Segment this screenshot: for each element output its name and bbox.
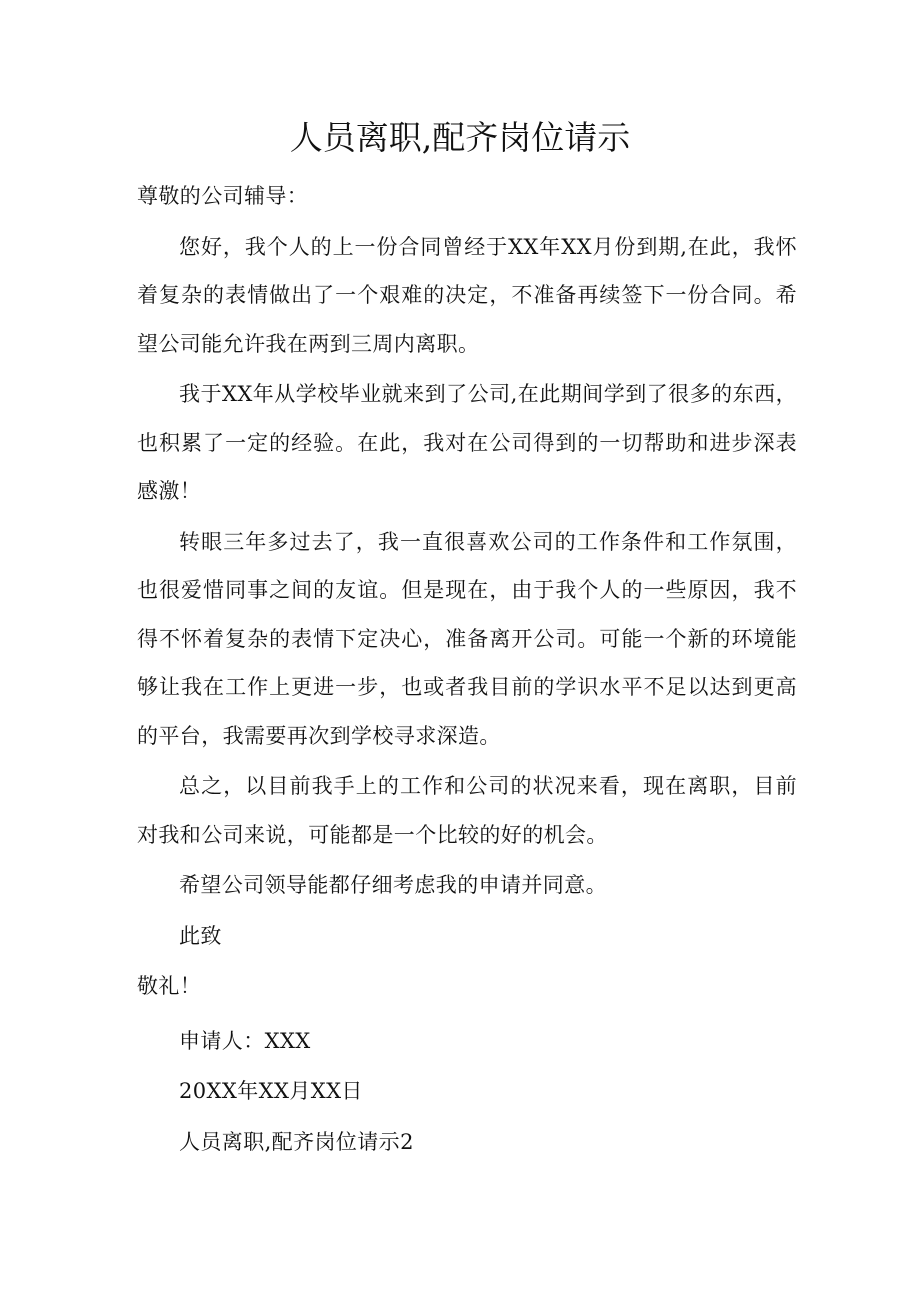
regards-line: 敬礼！ bbox=[137, 974, 202, 998]
closing-line: 此致 bbox=[179, 923, 222, 948]
next-document-title: 人员离职,配齐岗位请示2 bbox=[179, 1129, 414, 1154]
paragraph-3: 转眼三年多过去了，我一直很喜欢公司的工作条件和工作氛围，也很爱惜同事之间的友谊。但是现在，由于我个人的一些原因，我不得不怀着复杂的表情下定决心，准备离开公司。可能一个新的环境能够让我在工作上更进一步，也或者我目前的学识水平不足以达到更高的平台，我需要再次到学校寻求深造。 bbox=[137, 529, 797, 748]
paragraph-1: 您好，我个人的上一份合同曾经于XX年XX月份到期,在此，我怀着复杂的表情做出了一个艰难的决定，不准备再续签下一份合同。希望公司能允许我在两到三周内离职。 bbox=[137, 234, 797, 356]
paragraph-5: 希望公司领导能都仔细考虑我的申请并同意。 bbox=[179, 873, 607, 897]
applicant-line: 申请人：XXX bbox=[179, 1028, 311, 1053]
document-title: 人员离职,配齐岗位请示 bbox=[289, 118, 631, 157]
document-body bbox=[137, 172, 797, 1166]
date-line: 20XX年XX月XX日 bbox=[179, 1079, 363, 1103]
paragraph-2: 我于XX年从学校毕业就来到了公司,在此期间学到了很多的东西，也积累了一定的经验。在此，我对在公司得到的一切帮助和进步深表感激！ bbox=[137, 382, 797, 503]
salutation: 尊敬的公司辅导： bbox=[137, 184, 309, 208]
paragraph-4: 总之，以目前我手上的工作和公司的状况来看，现在离职，目前对我和公司来说，可能都是一个比较的好的机会。 bbox=[137, 774, 797, 847]
